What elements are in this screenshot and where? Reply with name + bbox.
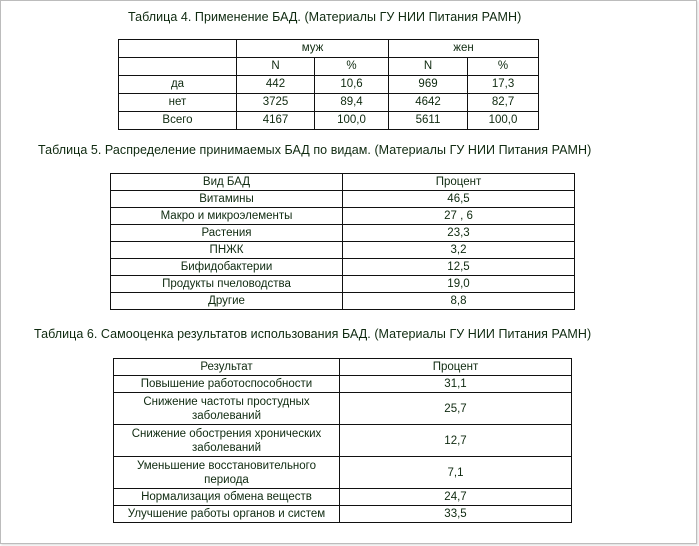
table6-header-row	[114, 359, 572, 376]
row-label: Снижение обострения хронических заболеваний	[114, 425, 340, 457]
row-label: Другие	[111, 293, 343, 310]
table-row	[114, 457, 572, 489]
table-row	[119, 112, 539, 130]
table-row	[114, 376, 572, 393]
table-cell: 12,7	[340, 425, 572, 457]
table-cell: 4167	[237, 112, 315, 130]
table6-title: Таблица 6. Самооценка результатов использования БАД. (Материалы ГУ НИИ Питания РАМН)	[34, 327, 592, 341]
table-row	[114, 393, 572, 425]
row-label: да	[119, 76, 237, 94]
table6	[113, 358, 572, 523]
table-cell: 10,6	[315, 76, 389, 94]
table-row	[111, 208, 575, 225]
table5-header-row	[111, 174, 575, 191]
row-label: Снижение частоты простудных заболеваний	[114, 393, 340, 425]
table5	[110, 173, 575, 310]
table-cell: 100,0	[468, 112, 539, 130]
table4-corner-cell	[119, 58, 237, 76]
table-cell: 12,5	[343, 259, 575, 276]
row-label: Улучшение работы органов и систем	[114, 506, 340, 523]
table-cell: 25,7	[340, 393, 572, 425]
table4-subheader: %	[468, 58, 539, 76]
row-label: Витамины	[111, 191, 343, 208]
row-label: Всего	[119, 112, 237, 130]
table-cell: 19,0	[343, 276, 575, 293]
table-row	[119, 76, 539, 94]
table-cell: 17,3	[468, 76, 539, 94]
row-label: Повышение работоспособности	[114, 376, 340, 393]
table-row	[111, 293, 575, 310]
table5-header: Вид БАД	[111, 174, 343, 191]
table-cell: 24,7	[340, 489, 572, 506]
table-row	[119, 94, 539, 112]
table-cell: 31,1	[340, 376, 572, 393]
table4-group-header-row	[119, 40, 539, 58]
table-row	[114, 506, 572, 523]
table4-group-header: муж	[237, 40, 389, 58]
table-cell: 4642	[389, 94, 468, 112]
table4-subheader: N	[237, 58, 315, 76]
row-label: Растения	[111, 225, 343, 242]
table-row	[111, 191, 575, 208]
row-label: Продукты пчеловодства	[111, 276, 343, 293]
table4-group-header: жен	[389, 40, 539, 58]
table-row	[114, 489, 572, 506]
table-cell: 33,5	[340, 506, 572, 523]
row-label: нет	[119, 94, 237, 112]
table-row	[111, 242, 575, 259]
row-label: Нормализация обмена веществ	[114, 489, 340, 506]
table5-title: Таблица 5. Распределение принимаемых БАД по видам. (Материалы ГУ НИИ Питания РАМН)	[38, 143, 592, 157]
row-label: ПНЖК	[111, 242, 343, 259]
row-label: Уменьшение восстановительного периода	[114, 457, 340, 489]
table-cell: 27 , 6	[343, 208, 575, 225]
table-cell: 23,3	[343, 225, 575, 242]
table-cell: 82,7	[468, 94, 539, 112]
table4-subheader: %	[315, 58, 389, 76]
table-row	[114, 425, 572, 457]
table4	[118, 39, 539, 130]
table-cell: 100,0	[315, 112, 389, 130]
table6-header: Процент	[340, 359, 572, 376]
table-cell: 8,8	[343, 293, 575, 310]
table-cell: 3,2	[343, 242, 575, 259]
table4-subheader-row	[119, 58, 539, 76]
table-cell: 442	[237, 76, 315, 94]
table-cell: 46,5	[343, 191, 575, 208]
table-cell: 5611	[389, 112, 468, 130]
table-cell: 89,4	[315, 94, 389, 112]
table6-header: Результат	[114, 359, 340, 376]
table-cell: 7,1	[340, 457, 572, 489]
table4-corner-cell	[119, 40, 237, 58]
table-cell: 969	[389, 76, 468, 94]
table4-subheader: N	[389, 58, 468, 76]
table4-title: Таблица 4. Применение БАД. (Материалы ГУ НИИ Питания РАМН)	[128, 10, 522, 24]
table-row	[111, 276, 575, 293]
table5-header: Процент	[343, 174, 575, 191]
table-row	[111, 259, 575, 276]
row-label: Макро и микроэлементы	[111, 208, 343, 225]
table-row	[111, 225, 575, 242]
row-label: Бифидобактерии	[111, 259, 343, 276]
table-cell: 3725	[237, 94, 315, 112]
